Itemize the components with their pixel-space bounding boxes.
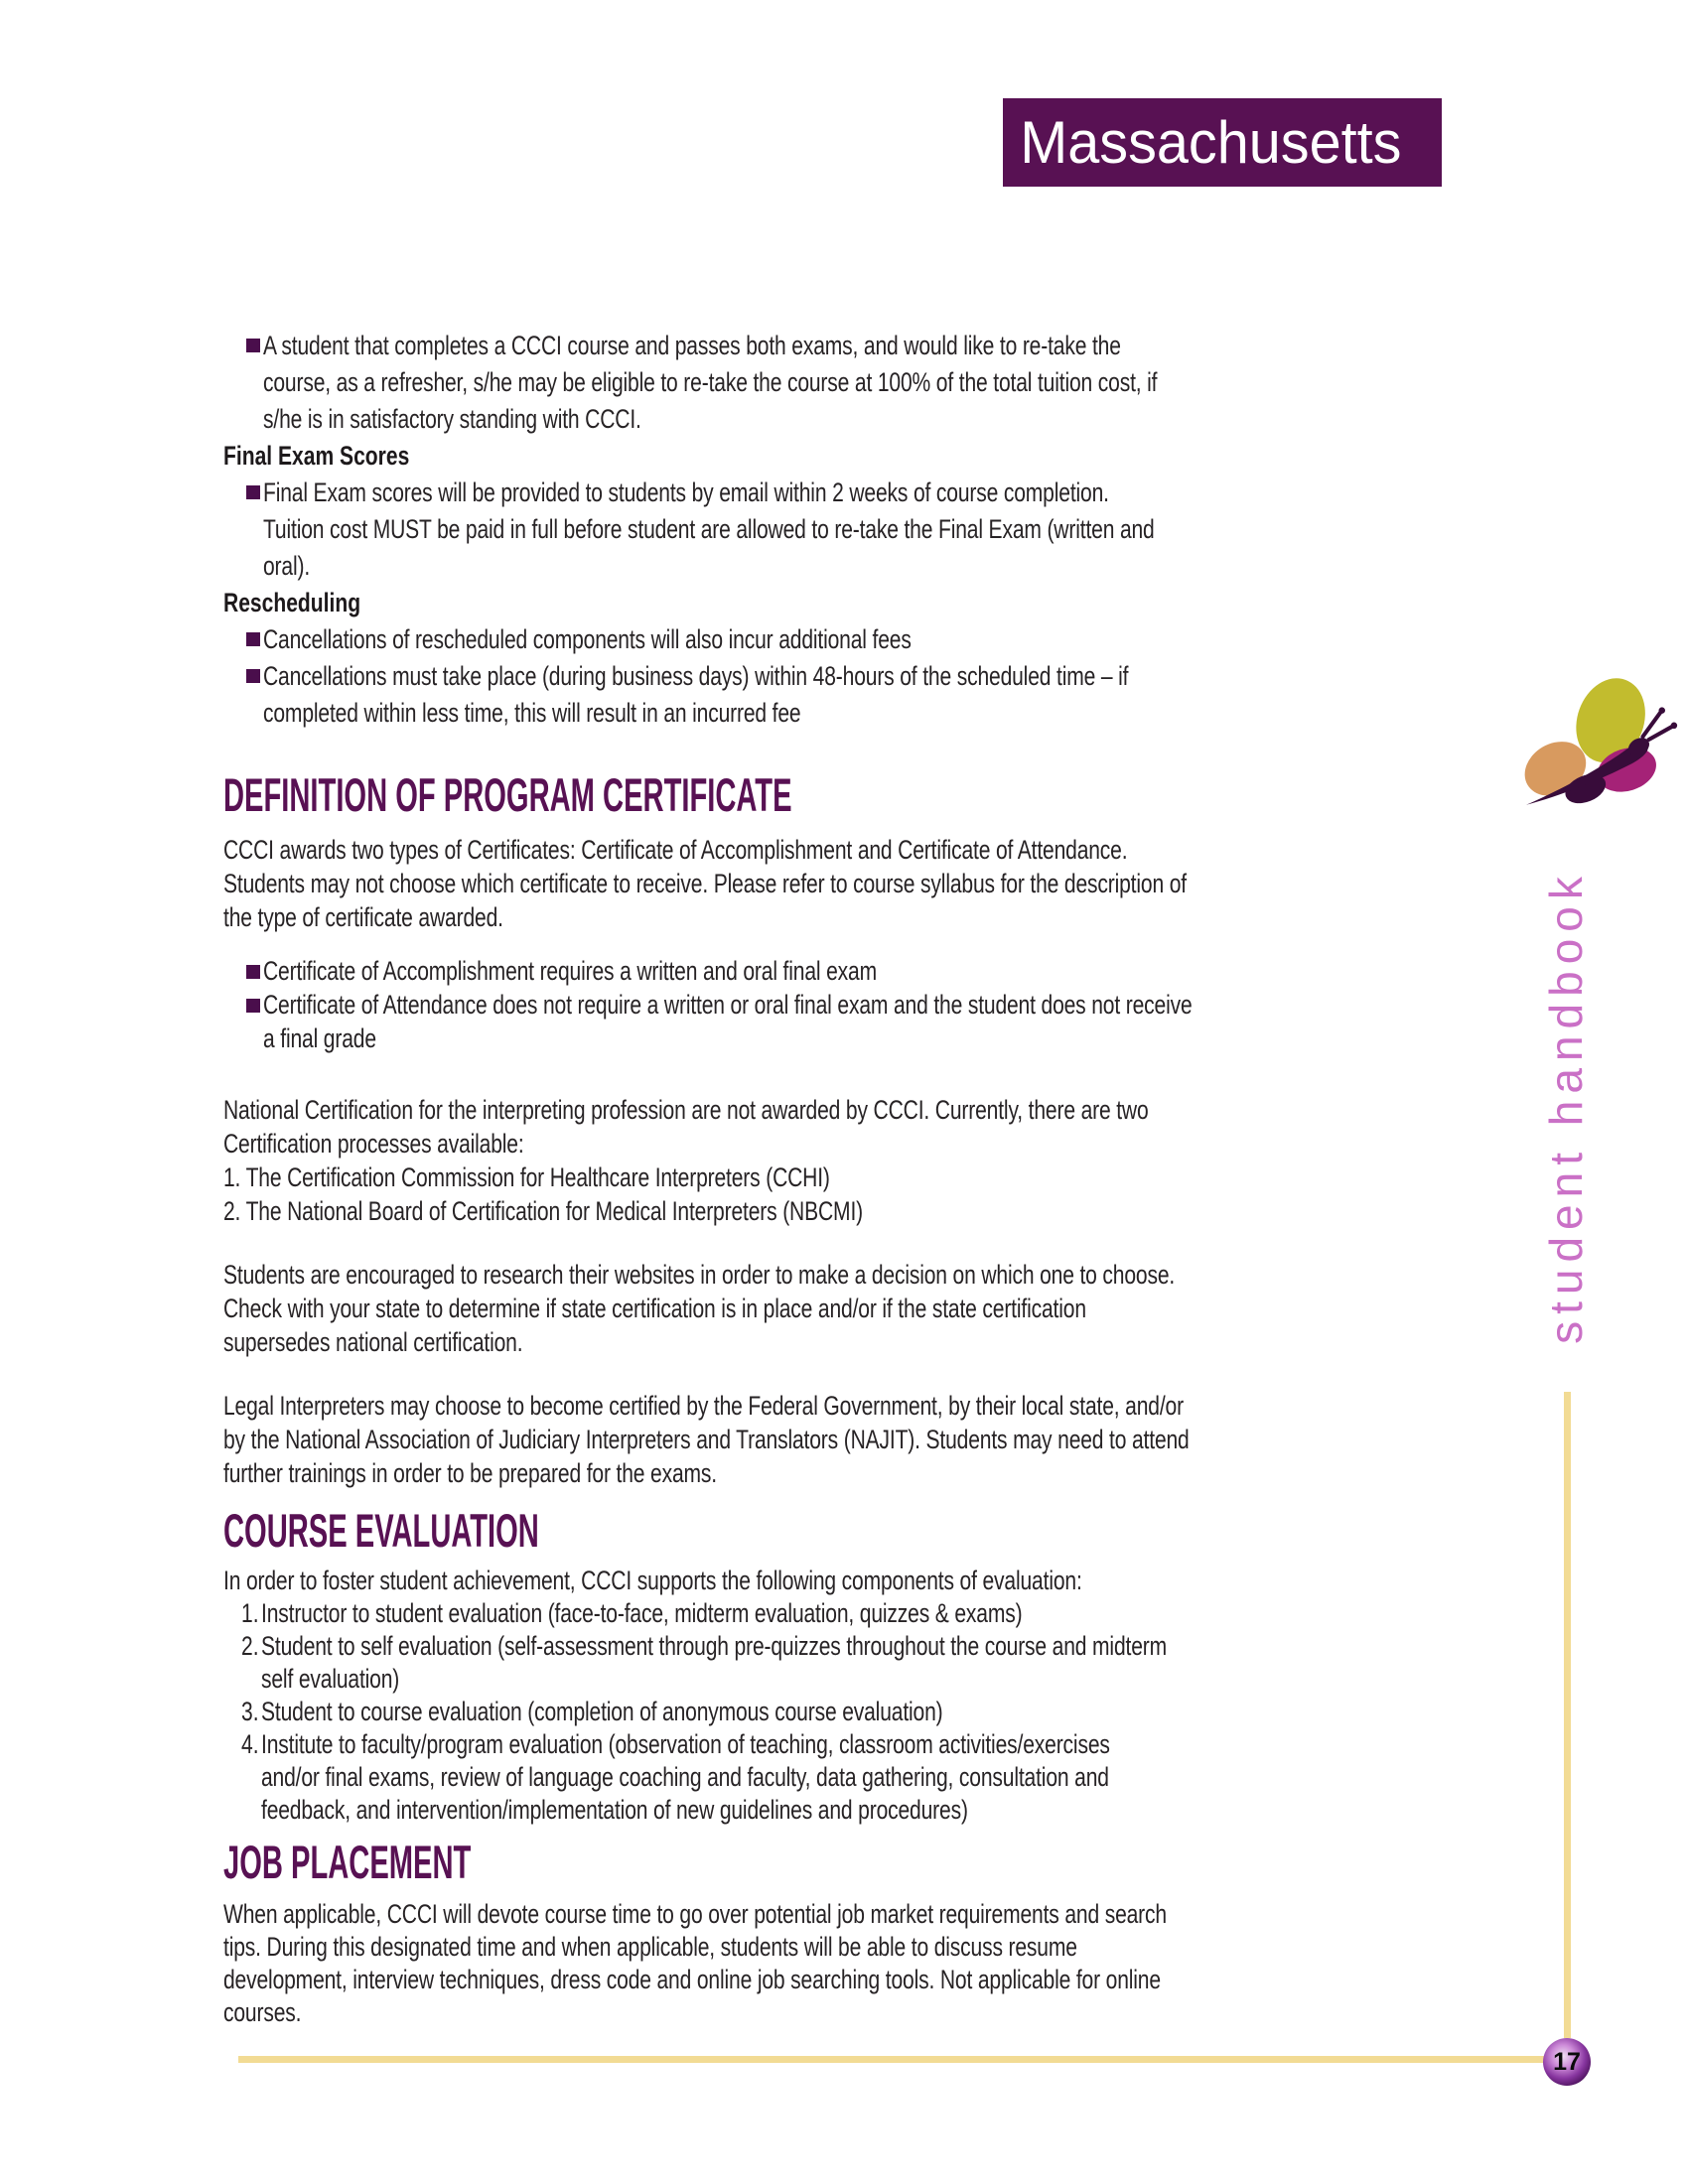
text-line: Cancellations must take place (during business days) within 48-hours of the scheduled time – if: [263, 661, 1129, 691]
text-line: supersedes national certification.: [223, 1327, 523, 1357]
bullet-icon: [246, 339, 260, 352]
item-number: 2.: [241, 1631, 259, 1661]
text-line: course, as a refresher, s/he may be eligible to re-take the course at 100% of the total tuition cost, if: [263, 367, 1158, 397]
numbered-item: [223, 1630, 1504, 1696]
footer-rule: [238, 2056, 1545, 2063]
text-line: development, interview techniques, dress code and online job searching tools. Not applicable for online: [223, 1965, 1161, 1994]
text-line: In order to foster student achievement, CCCI supports the following components of evaluation:: [223, 1566, 1082, 1595]
text-line: further trainings in order to be prepared for the exams.: [223, 1458, 717, 1488]
text-line: self evaluation): [261, 1664, 400, 1694]
item-number: 3.: [241, 1697, 259, 1726]
text-line: National Certification for the interpreting profession are not awarded by CCCI. Currently, there are two: [223, 1095, 1149, 1125]
text-line: tips. During this designated time and when applicable, students will be able to discuss resume: [223, 1932, 1077, 1962]
section-heading: DEFINITION OF PROGRAM CERTIFICATE: [223, 768, 792, 821]
paragraph: [223, 1898, 1504, 2029]
text-line: the type of certificate awarded.: [223, 902, 503, 932]
bullet-item: [223, 658, 1504, 732]
subheading: Final Exam Scores: [223, 441, 410, 471]
item-number: 4.: [241, 1729, 259, 1759]
text-line: Tuition cost MUST be paid in full before student are allowed to re-take the Final Exam (written and: [263, 514, 1155, 544]
section-0: [223, 328, 1504, 732]
vertical-rule: [1564, 1392, 1571, 2038]
bullet-text: [263, 988, 1504, 1055]
text-line: Student to course evaluation (completion of anonymous course evaluation): [261, 1697, 943, 1726]
numbered-text: [261, 1728, 1504, 1827]
text-line: Student to self evaluation (self-assessment through pre-quizzes throughout the course and midterm: [261, 1631, 1168, 1661]
butterfly-antenna-tip: [1671, 723, 1677, 729]
text-line: s/he is in satisfactory standing with CCCI.: [263, 404, 641, 434]
bullet-text: [263, 475, 1504, 585]
state-banner-title: Massachusetts: [1020, 109, 1402, 176]
bullet-icon: [246, 999, 260, 1013]
bullet-text: [263, 954, 1504, 988]
numbered-item: [223, 1696, 1504, 1728]
butterfly-logo: [1522, 676, 1681, 807]
paragraph: [223, 1565, 1504, 1597]
bullet-item: [223, 475, 1504, 585]
text-line: by the National Association of Judiciary Interpreters and Translators (NAJIT). Students may need to attend: [223, 1425, 1190, 1454]
butterfly-antenna: [1649, 726, 1674, 740]
text-line: Certificate of Attendance does not require a written or oral final exam and the student does not receive: [263, 990, 1193, 1020]
text-line: and/or final exams, review of language coaching and faculty, data gathering, consultation and: [261, 1762, 1109, 1792]
section-1: [223, 769, 1504, 1490]
state-banner: [1003, 98, 1442, 187]
numbered-item: [223, 1597, 1504, 1630]
bullet-item: [223, 954, 1504, 988]
vertical-handbook-label: student handbook: [1540, 870, 1592, 1344]
text-line: Final Exam scores will be provided to students by email within 2 weeks of course completion.: [263, 478, 1109, 507]
text-line: Certification processes available:: [223, 1129, 524, 1159]
item-number: 1.: [241, 1598, 259, 1628]
text-line: 1. The Certification Commission for Healthcare Interpreters (CCHI): [223, 1162, 830, 1192]
text-line: Students may not choose which certificate to receive. Please refer to course syllabus for the description of: [223, 869, 1187, 898]
bullet-item: [223, 328, 1504, 438]
text-line: Students are encouraged to research their websites in order to make a decision on which one to choose.: [223, 1260, 1176, 1290]
bullet-icon: [246, 485, 260, 499]
bullet-item: [223, 621, 1504, 658]
text-line: When applicable, CCCI will devote course time to go over potential job market requirements and search: [223, 1899, 1167, 1929]
text-line: Check with your state to determine if state certification is in place and/or if the state certification: [223, 1294, 1086, 1323]
paragraph: [223, 1389, 1504, 1490]
bullet-icon: [246, 632, 260, 646]
text-line: Instructor to student evaluation (face-to-face, midterm evaluation, quizzes & exams): [261, 1598, 1023, 1628]
bullet-text: [263, 658, 1504, 732]
text-line: Certificate of Accomplishment requires a written and oral final exam: [263, 956, 877, 986]
bullet-text: [263, 621, 1504, 658]
text-line: Institute to faculty/program evaluation (observation of teaching, classroom activities/exercises: [261, 1729, 1110, 1759]
text-line: completed within less time, this will result in an incurred fee: [263, 698, 801, 728]
section-3: [223, 1837, 1504, 2029]
text-line: a final grade: [263, 1024, 376, 1053]
paragraph: [223, 1258, 1504, 1359]
bullet-icon: [246, 965, 260, 979]
text-line: Cancellations of rescheduled components will also incur additional fees: [263, 624, 912, 654]
bullet-item: [223, 988, 1504, 1055]
subheading: Rescheduling: [223, 588, 361, 617]
text-line: oral).: [263, 551, 311, 581]
bullet-icon: [246, 669, 260, 683]
numbered-text: [261, 1630, 1504, 1696]
numbered-text: [261, 1696, 1504, 1728]
text-line: courses.: [223, 1997, 302, 2027]
numbered-item: [223, 1728, 1504, 1827]
numbered-text: [261, 1597, 1504, 1630]
paragraph: [223, 833, 1504, 934]
text-line: A student that completes a CCCI course and passes both exams, and would like to re-take the: [263, 331, 1121, 360]
section-heading: COURSE EVALUATION: [223, 1504, 539, 1557]
page-number-badge: 17: [1543, 2038, 1591, 2086]
text-line: CCCI awards two types of Certificates: Certificate of Accomplishment and Certificate of Attendance.: [223, 835, 1128, 865]
bullet-text: [263, 328, 1504, 438]
paragraph: [223, 1093, 1504, 1228]
numbered-list: [223, 1597, 1504, 1827]
butterfly-antenna-tip: [1659, 707, 1665, 713]
text-line: 2. The National Board of Certification for Medical Interpreters (NBCMI): [223, 1196, 863, 1226]
text-line: Legal Interpreters may choose to become certified by the Federal Government, by their local state, and/or: [223, 1391, 1184, 1421]
text-line: feedback, and intervention/implementation of new guidelines and procedures): [261, 1795, 968, 1825]
section-heading: JOB PLACEMENT: [223, 1836, 472, 1888]
section-2: [223, 1505, 1504, 1827]
